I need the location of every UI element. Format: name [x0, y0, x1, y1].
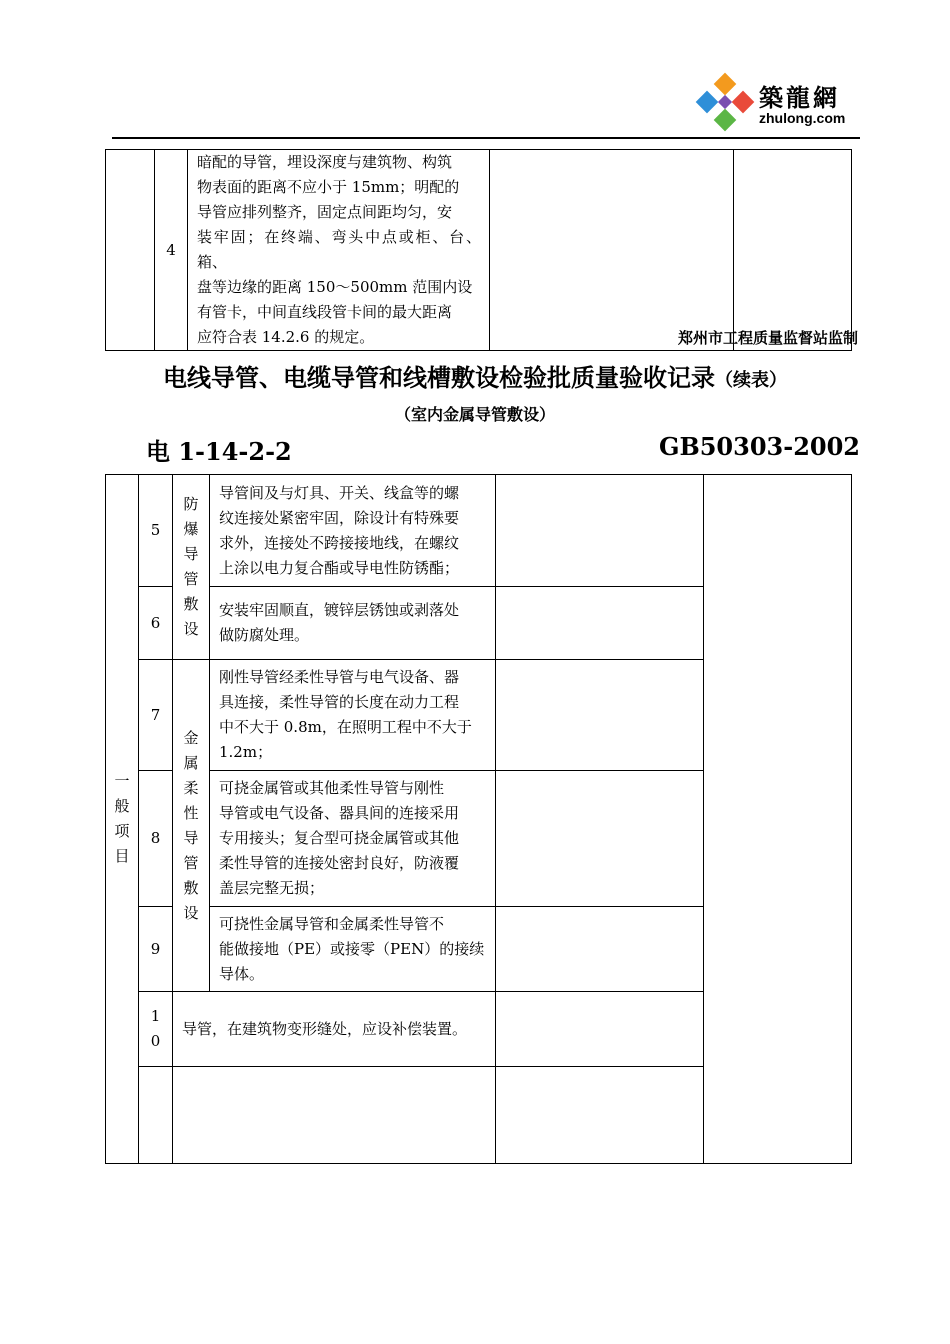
construction-result-cell [496, 587, 704, 660]
supervision-result-cell [704, 475, 852, 1164]
construction-result-cell [496, 660, 704, 771]
item-description: 安装牢固顺直，镀锌层锈蚀或剥落处 做防腐处理。 [210, 587, 496, 660]
top-table [105, 149, 852, 351]
table-row [106, 150, 852, 351]
item-description: 暗配的导管，埋设深度与建筑物、构筑 物表面的距离不应小于 15mm；明配的 导管应排列整齐，固定点间距均匀，安 装牢固；在终端、弯头中点或柜、台、箱、 盘等边缘的距离 150～500mm 范围内设 有管卡，中间直线段管卡间的最大距离 应符合表 14.2.6 的规定。 [188, 150, 490, 351]
zhulong-logo [695, 72, 863, 132]
construction-result-cell [496, 771, 704, 907]
category-general-items: 一 般 项 目 [106, 475, 139, 1164]
table-row [106, 475, 852, 587]
group-metal-flexible: 金 属 柔 性 导 管 敷 设 [173, 660, 210, 992]
header-rule [112, 137, 860, 139]
page-title: 电线导管、电缆导管和线槽敷设检验批质量验收记录（续表） [163, 364, 787, 392]
item-number: 1 0 [139, 992, 173, 1067]
standard-code: GB50303-2002 [658, 432, 860, 461]
construction-result-cell [496, 992, 704, 1067]
item-description: 可挠性金属导管和金属柔性导管不 能做接地（PE）或接零（PEN）的接续 导体。 [210, 907, 496, 992]
form-code: 电 1-14-2-2 [146, 437, 292, 466]
item-number: 9 [139, 907, 173, 992]
item-description: 导管间及与灯具、开关、线盒等的螺 纹连接处紧密牢固，除设计有特殊要 求外，连接处不跨接接地线，在螺纹 上涂以电力复合酯或导电性防锈酯； [210, 475, 496, 587]
item-description: 刚性导管经柔性导管与电气设备、器 具连接，柔性导管的长度在动力工程 中不大于 0.8m，在照明工程中不大于 1.2m； [210, 660, 496, 771]
logo-english: zhulong.com [759, 110, 846, 126]
page-subtitle: （室内金属导管敷设） [394, 405, 555, 424]
construction-result-cell [496, 475, 704, 587]
zhulong-pinwheel-icon [695, 72, 755, 132]
construction-result-cell [490, 150, 734, 351]
item-number: 6 [139, 587, 173, 660]
item-number: 8 [139, 771, 173, 907]
item-number: 5 [139, 475, 173, 587]
item-number: 7 [139, 660, 173, 771]
supervision-result-cell [734, 150, 852, 351]
group-explosion-proof: 防 爆 导 管 敷 设 [173, 475, 210, 660]
logo-chinese: 築龍網 [759, 83, 840, 112]
item-number: 4 [155, 150, 188, 351]
main-table [105, 474, 852, 1164]
supervision-note: 郑州市工程质量监督站监制 [677, 329, 858, 347]
item-description: 导管，在建筑物变形缝处，应设补偿装置。 [173, 992, 496, 1067]
construction-result-cell [496, 907, 704, 992]
item-description: 可挠金属管或其他柔性导管与刚性 导管或电气设备、器具间的连接采用 专用接头；复合型可挠金属管或其他 柔性导管的连接处密封良好，防液覆 盖层完整无损； [210, 771, 496, 907]
